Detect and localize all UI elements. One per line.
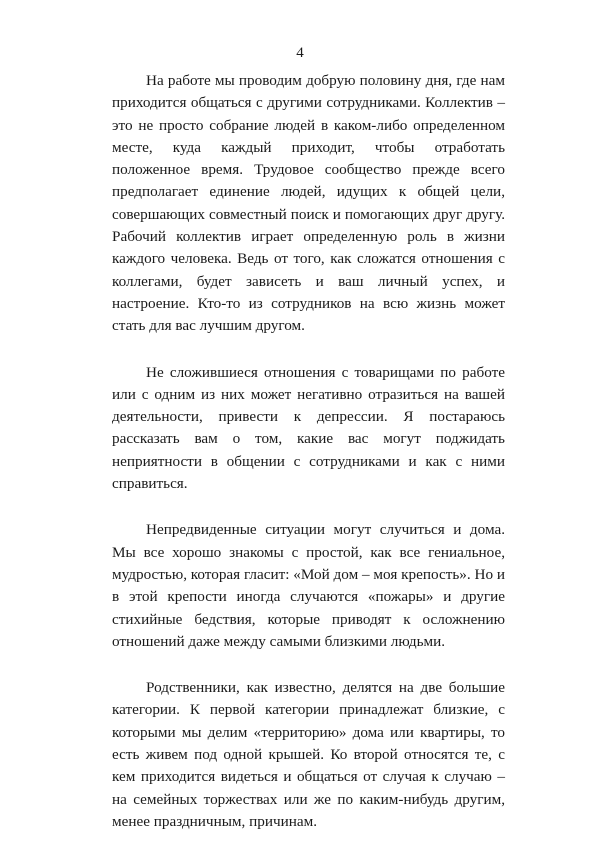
paragraph-home-situations: Непредвиденные ситуации могут случиться и дома. Мы все хорошо знакомы с простой, как все гениальное, мудростью, которая гласит: «Мой дом – моя крепость». Но и в этой крепости иногда случаются «пожары» и другие стихийные бедствия, которые приводят к осложнению отношений даже между самыми близкими людьми. (112, 521, 505, 650)
page-number: 4 (296, 45, 304, 61)
paragraph-relatives: Родственники, как известно, делятся на две большие категории. К первой категории принадлежат близкие, с которыми мы делим «территорию» дома или квартиры, то есть живем под одной крышей. Ко второй относятся те, с кем приходится видеться и общаться от случая к случаю – на семейных торжествах или же по каким-нибудь другим, менее праздничным, причинам. (112, 679, 505, 830)
paragraph-bad-relations: Не сложившиеся отношения с товарищами по работе или с одним из них может негативно отразиться на вашей деятельности, привести к депрессии. Я постараюсь рассказать вам о том, какие вас могут поджидать неприятности в общении с сотрудниками и как с ними справиться. (112, 363, 505, 493)
paragraph-work-collective: На работе мы проводим добрую половину дня, где нам приходится общаться с другими сотрудниками. Коллектив – это не просто собрание людей в каком-либо определенном месте, куда каждый приходит, чтобы отработать положенное время. Трудовое сообщество прежде всего предполагает единение людей, идущих к общей цели, совершающих совместный поиск и помогающих друг другу. Рабочий коллектив играет определенную роль в жизни каждого человека. Ведь от того, как сложатся отношения с коллегами, будет зависеть и ваш личный успех, и настроение. Кто-то из сотрудников на всю жизнь может стать для вас лучшим другом. (112, 72, 505, 335)
body-text (112, 70, 505, 857)
